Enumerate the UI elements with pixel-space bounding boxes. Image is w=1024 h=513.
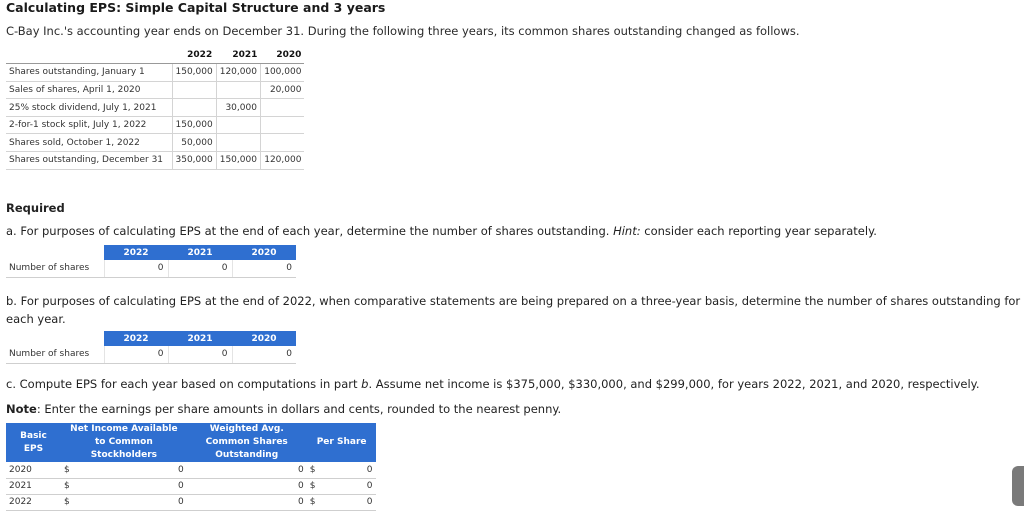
given-cell: 150,000	[216, 152, 260, 170]
eps-per-share-input[interactable]: 0	[318, 478, 376, 494]
part-a-header-year: 2020	[232, 245, 296, 260]
note-text: : Enter the earnings per share amounts in dollars and cents, rounded to the nearest penny.	[36, 402, 562, 416]
given-row	[6, 81, 304, 99]
part-a-table	[6, 245, 296, 278]
given-header-blank	[6, 46, 172, 64]
given-cell	[216, 134, 260, 152]
part-c-ref: b	[361, 377, 369, 391]
part-c-text: c. Compute EPS for each year based on computations in part	[6, 377, 362, 391]
required-heading: Required	[6, 201, 65, 215]
eps-dollar-sign: $	[61, 462, 73, 478]
intro-text: C-Bay Inc.'s accounting year ends on December 31. During the following three years, its common shares outstanding changed as follows.	[6, 24, 800, 38]
part-a-row-label: Number of shares	[6, 260, 104, 277]
part-b-header-year: 2022	[104, 331, 168, 346]
part-a-header-blank	[6, 245, 104, 260]
given-cell	[172, 81, 216, 99]
eps-per-share-input[interactable]: 0	[318, 494, 376, 510]
given-cell: 30,000	[216, 99, 260, 117]
eps-net-income-input[interactable]: 0	[73, 494, 187, 510]
part-c-text-suffix: . Assume net income is $375,000, $330,000, and $299,000, for years 2022, 2021, and 2020, respectively.	[368, 377, 980, 391]
part-a-input-2020[interactable]: 0	[232, 260, 296, 277]
part-b-row	[6, 346, 296, 363]
given-cell	[260, 116, 304, 134]
given-cell	[260, 99, 304, 117]
given-row	[6, 134, 304, 152]
given-row	[6, 116, 304, 134]
eps-header-per-share: Per Share	[307, 423, 377, 462]
given-row-label: Shares sold, October 1, 2022	[6, 134, 172, 152]
part-a-header-year: 2021	[168, 245, 232, 260]
part-b-input-2020[interactable]: 0	[232, 346, 296, 363]
given-cell	[172, 99, 216, 117]
eps-header-row	[6, 423, 376, 462]
given-cell: 50,000	[172, 134, 216, 152]
eps-shares-input[interactable]: 0	[187, 462, 307, 478]
part-b-input-2021[interactable]: 0	[168, 346, 232, 363]
eps-header-basic: Basic EPS	[6, 423, 61, 462]
eps-dollar-sign: $	[307, 478, 319, 494]
eps-net-income-input[interactable]: 0	[73, 462, 187, 478]
given-cell	[260, 134, 304, 152]
given-cell: 120,000	[260, 152, 304, 170]
eps-row-year: 2020	[6, 462, 61, 478]
part-a-input-2022[interactable]: 0	[104, 260, 168, 277]
eps-dollar-sign: $	[307, 462, 319, 478]
eps-row	[6, 494, 376, 510]
part-c-note	[6, 402, 561, 416]
eps-net-income-input[interactable]: 0	[73, 478, 187, 494]
part-a-input-2021[interactable]: 0	[168, 260, 232, 277]
given-row-label: Sales of shares, April 1, 2020	[6, 81, 172, 99]
eps-row	[6, 478, 376, 494]
part-a-text: a. For purposes of calculating EPS at the end of each year, determine the number of shares outstanding.	[6, 224, 614, 238]
part-a-row	[6, 260, 296, 277]
given-row-label: Shares outstanding, January 1	[6, 64, 172, 82]
part-b-prompt: b. For purposes of calculating EPS at the end of 2022, when comparative statements are being prepared on a three-year basis, determine the number of shares outstanding for each year.	[6, 294, 1021, 326]
part-b-header-blank	[6, 331, 104, 346]
eps-row-year: 2021	[6, 478, 61, 494]
given-cell: 20,000	[260, 81, 304, 99]
part-b-input-2022[interactable]: 0	[104, 346, 168, 363]
given-header-year: 2022	[172, 46, 216, 64]
eps-per-share-input[interactable]: 0	[318, 462, 376, 478]
given-row	[6, 64, 304, 82]
given-cell: 100,000	[260, 64, 304, 82]
given-row-label: 2-for-1 stock split, July 1, 2022	[6, 116, 172, 134]
given-data-table	[6, 46, 304, 170]
given-header-row	[6, 46, 304, 64]
eps-dollar-sign: $	[307, 494, 319, 510]
part-b-header-year: 2021	[168, 331, 232, 346]
part-a-header-year: 2022	[104, 245, 168, 260]
eps-shares-input[interactable]: 0	[187, 494, 307, 510]
page-title: Calculating EPS: Simple Capital Structure and 3 years	[6, 0, 386, 15]
given-header-year: 2021	[216, 46, 260, 64]
given-cell: 350,000	[172, 152, 216, 170]
given-cell	[216, 81, 260, 99]
eps-row	[6, 462, 376, 478]
given-cell: 150,000	[172, 64, 216, 82]
eps-dollar-sign: $	[61, 478, 73, 494]
part-b-row-label: Number of shares	[6, 346, 104, 363]
part-b-header-row	[6, 331, 296, 346]
given-row-label: Shares outstanding, December 31	[6, 152, 172, 170]
eps-header-net-income: Net Income Available to Common Stockholders	[61, 423, 187, 462]
eps-dollar-sign: $	[61, 494, 73, 510]
eps-header-shares: Weighted Avg. Common Shares Outstanding	[187, 423, 307, 462]
given-cell: 120,000	[216, 64, 260, 82]
part-a-hint-text: consider each reporting year separately.	[640, 224, 877, 238]
given-cell: 150,000	[172, 116, 216, 134]
given-row-label: 25% stock dividend, July 1, 2021	[6, 99, 172, 117]
eps-row-year: 2022	[6, 494, 61, 510]
note-label: Note	[6, 402, 37, 416]
part-a-prompt	[6, 224, 877, 238]
part-b-table	[6, 331, 296, 364]
given-total-row	[6, 152, 304, 170]
scrollbar-thumb[interactable]	[1012, 466, 1024, 506]
part-c-prompt	[6, 377, 980, 391]
eps-shares-input[interactable]: 0	[187, 478, 307, 494]
eps-table	[6, 423, 376, 511]
part-a-header-row	[6, 245, 296, 260]
part-b-header-year: 2020	[232, 331, 296, 346]
part-a-hint-label: Hint:	[613, 224, 641, 238]
given-row	[6, 99, 304, 117]
given-header-year: 2020	[260, 46, 304, 64]
given-cell	[216, 116, 260, 134]
